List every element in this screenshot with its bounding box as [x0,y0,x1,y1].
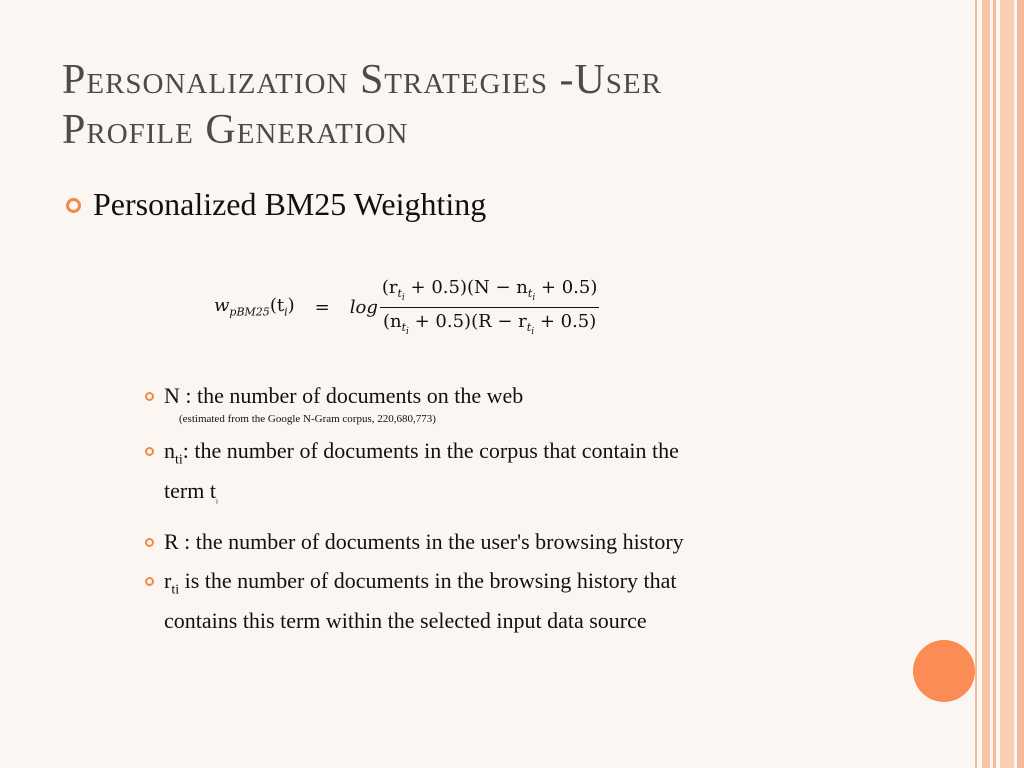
item-text: $n_{ti}$: the number of documents in the corpus that contain the term $t_i$ [164,438,679,506]
bm25-formula [214,275,599,339]
list-item [145,435,905,518]
list-item [145,380,905,427]
decor-stripe [993,0,996,768]
item-note: (estimated from the Google N-Gram corpus, 220,680,773) [179,413,436,425]
item-text: R : the number of documents in the user's browsing history [164,528,684,554]
formula-lhs: $w_{pBM25}(t_i)$ [214,295,295,319]
formula-fraction [380,277,600,338]
slide-title [62,55,942,155]
bullet-icon [66,198,81,213]
definition-list [145,380,905,644]
formula-equals: = [314,296,330,318]
decor-stripe [982,0,990,768]
bullet-icon [145,392,154,401]
bullet-icon [145,447,154,456]
decor-stripe [1017,0,1024,768]
formula-log: log [349,296,378,318]
item-text: N : the number of documents on the web [164,383,524,408]
bullet-heading: Personalized BM25 Weighting [93,186,487,222]
formula-denominator: $(n_{t_i} + 0.5)(R - r_{t_i} + 0.5)$ [382,310,597,338]
list-item [145,565,905,636]
decor-stripe [1000,0,1014,768]
bullet-icon [145,538,154,547]
formula-numerator: $(r_{t_i} + 0.5)(N - n_{t_i} + 0.5)$ [380,277,600,308]
title-line-1: Personalization Strategies -User [62,57,662,103]
decor-circle [913,640,975,702]
item-text: $r_{ti}$ is the number of documents in the browsing history that contains this term within the selected input data source [164,567,677,634]
decor-stripe [975,0,977,768]
title-line-2: Profile Generation [62,107,409,153]
bullet-icon [145,577,154,586]
list-item [145,526,905,557]
